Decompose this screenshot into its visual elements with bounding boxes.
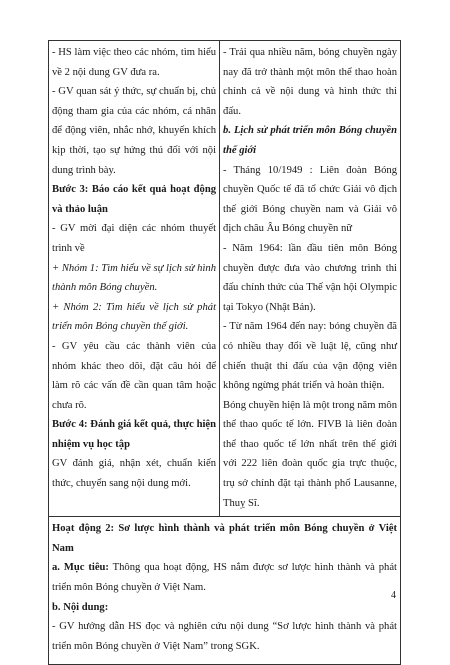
left-paragraph-7: - GV yêu cầu các thành viên của nhóm khác theo dõi, đặt câu hỏi để làm rõ các vấn đề cần quan tâm hoặc chưa rõ. [52,340,217,411]
teacher-student-column [49,41,220,516]
table-row [49,41,400,516]
page-number: 4 [391,590,396,601]
step-4-heading: Bước 4: Đánh giá kết quả, thực hiện nhiệm vụ học tập [52,419,217,450]
left-paragraph-2: - GV quan sát ý thức, sự chuẩn bị, chủ động tham gia của các nhóm, cá nhân để động viên, nhắc nhở, khuyến khích kịp thời, tạo sự hứng thú đối với nội dung trình bày. [52,86,217,176]
group-2-task: + Nhóm 2: Tìm hiểu về lịch sử phát triển môn Bóng chuyền thế giới. [52,301,217,333]
content-label: b. Nội dung: [52,601,109,613]
group-1-task: + Nhóm 1: Tìm hiểu về sự lịch sử hình thành môn Bóng chuyền. [52,262,217,294]
right-paragraph-5: - Từ năm 1964 đến nay: bóng chuyền đã có nhiều thay đổi về luật lệ, cũng như chiến thuật thi đấu của vận động viên không ngừng phát triển và hoàn thiện. [223,321,397,392]
step-3-heading: Bước 3: Báo cáo kết quả hoạt động và thảo luận [52,184,217,215]
left-paragraph-4: - GV mời đại diện các nhóm thuyết trình về [52,223,217,254]
right-paragraph-4: - Năm 1964: lần đầu tiên môn Bóng chuyền được đưa vào chương trình thi đấu chính thức của Thế vận hội Olympic tại Tokyo (Nhật Bản). [223,242,397,313]
left-paragraph-1: - HS làm việc theo các nhóm, tìm hiểu về 2 nội dung GV đưa ra. [52,47,217,78]
left-paragraph-9: GV đánh giá, nhận xét, chuẩn kiến thức, chuyển sang nội dung mới. [52,458,217,490]
right-paragraph-3: - Tháng 10/1949 : Liên đoàn Bóng chuyền Quốc tế đã tổ chức Giải vô địch thế giới Bóng chuyền nam và Giải vô địch châu Âu Bóng chuyền nữ [223,164,397,235]
section-b-heading: b. Lịch sử phát triển môn Bóng chuyền thế giới [223,125,397,156]
objective-paragraph [52,558,397,597]
objective-label: a. Mục tiêu: [52,562,109,574]
activity-2-section [49,516,400,664]
content-column [220,41,400,516]
right-paragraph-1: - Trải qua nhiều năm, bóng chuyền ngày nay đã trở thành một môn thể thao hoàn chỉnh cả về nội dung và hình thức thi đấu. [223,47,397,117]
objective-text: Thông qua hoạt động, HS nắm được sơ lược hình thành và phát triển môn Bóng chuyền ở Việt Nam. [52,562,397,594]
content-text: - GV hướng dẫn HS đọc và nghiên cứu nội dung “Sơ lược hình thành và phát triển môn Bóng chuyền ở Việt Nam” trong SGK. [52,621,397,652]
content-table [48,40,401,665]
activity-2-title: Hoạt động 2: Sơ lược hình thành và phát triển môn Bóng chuyền ở Việt Nam [52,523,397,554]
right-paragraph-6: Bóng chuyền hiện là một trong năm môn thể thao quốc tế lớn. FIVB là liên đoàn thể thao quốc tế lớn nhất trên thế giới với 222 liên đoàn quốc gia trực thuộc, trụ sở chính đặt tại thành phố Lausanne, Thuỵ Sĩ. [223,399,397,509]
